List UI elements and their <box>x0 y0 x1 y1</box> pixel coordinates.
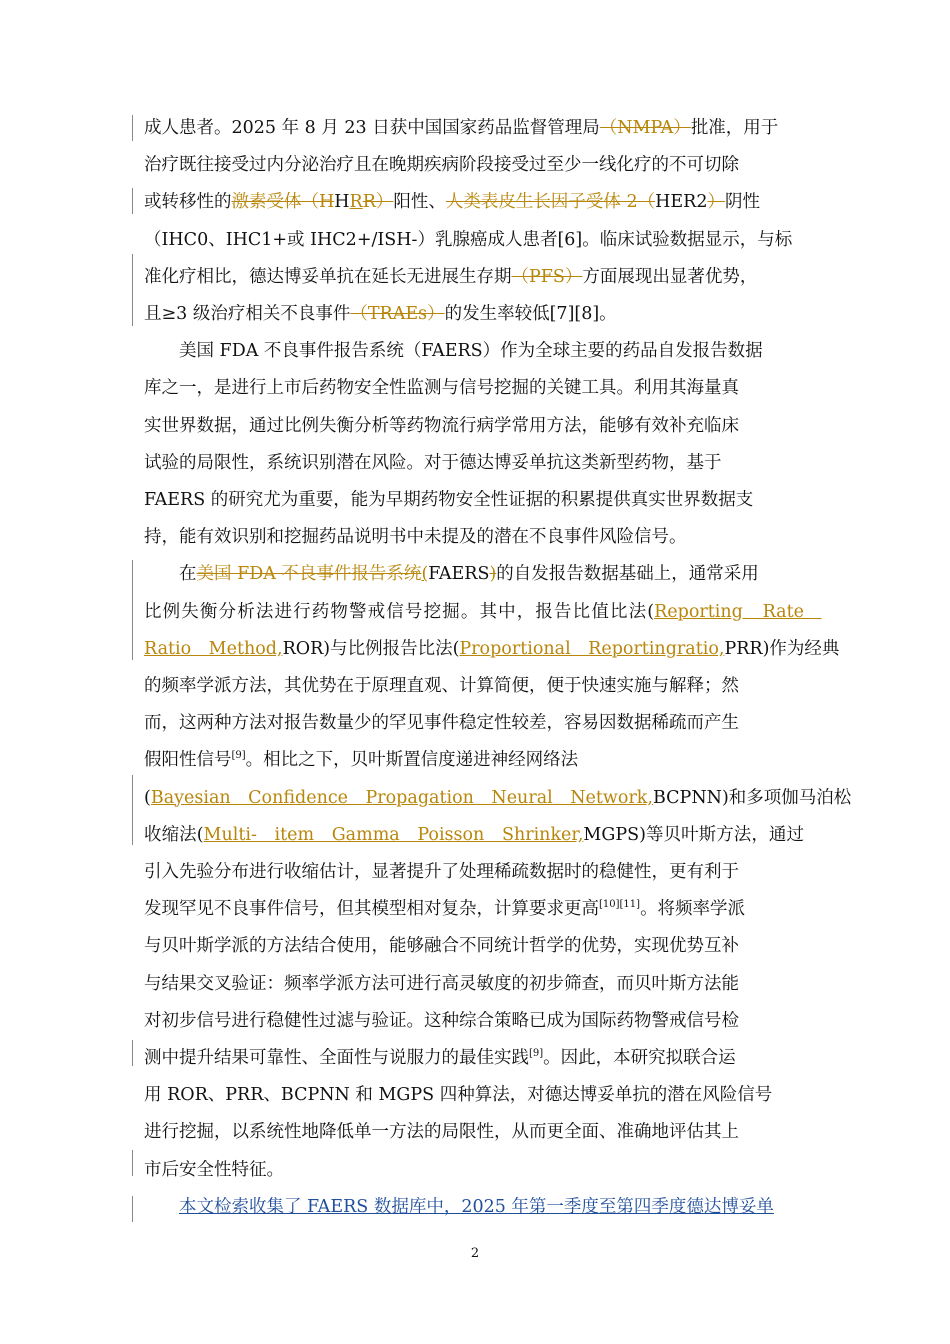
text-run: 美国 FDA 不良事件报告系统（FAERS）作为全球主要的药品自发报告数据 <box>144 341 763 362</box>
text-run: 比例失衡分析法进行药物警戒信号挖掘。其中，报告比值比法( <box>144 601 655 622</box>
text-run: 在 <box>144 564 197 585</box>
text-line <box>144 1077 804 1114</box>
text-line <box>144 110 804 147</box>
text-run: 准化疗相比，德达博妥单抗在延长无进展生存期 <box>144 266 512 287</box>
text-line <box>144 668 804 705</box>
change-bar <box>132 775 133 845</box>
text-run: 而，这两种方法对报告数量少的罕见事件稳定性较差，容易因数据稀疏而产生 <box>144 713 739 734</box>
deleted-text: 激素受体（H <box>231 192 335 213</box>
text-line <box>144 742 804 779</box>
text-run: 。将频率学派 <box>640 899 746 920</box>
citation: [10][11] <box>599 899 641 911</box>
text-line <box>144 854 804 891</box>
deleted-text: R） <box>362 192 394 213</box>
text-run: 批准，用于 <box>690 118 779 138</box>
text-run: 测中提升结果可靠性、全面性与说服力的最佳实践 <box>144 1048 529 1068</box>
text-line <box>144 296 804 333</box>
text-run: 对初步信号进行稳健性过滤与验证。这种综合策略已成为国际药物警戒信号检 <box>144 1010 739 1031</box>
text-run: H <box>334 192 350 213</box>
inserted-text: Bayesian Confidence Propagation Neural Network, <box>150 787 653 808</box>
text-run: 或转移性的 <box>144 192 232 213</box>
text-run: 。相比之下，贝叶斯置信度递进神经网络法 <box>245 750 579 771</box>
inserted-text: Reporting Rate <box>654 601 822 622</box>
text-run: 方面展现出显著优势， <box>582 266 758 287</box>
text-line <box>144 928 804 965</box>
text-run: 发现罕见不良事件信号，但其模型相对复杂，计算要求更高 <box>144 899 599 920</box>
deleted-text: 人类表皮生长因子受体 2（ <box>445 192 656 213</box>
text-run: FAERS <box>428 564 490 585</box>
text-line <box>144 631 840 668</box>
text-run: MGPS)等贝叶斯方法，通过 <box>583 824 804 845</box>
text-run: 的频率学派方法，其优势在于原理直观、计算简便，便于快速实施与解释；然 <box>144 676 739 696</box>
change-bar <box>132 1040 133 1066</box>
text-run: ROR)与比例报告比法( <box>282 638 460 659</box>
deleted-text: ） <box>707 192 725 213</box>
text-run: PRR)作为经典 <box>724 638 840 659</box>
text-run: 的发生率较低[7][8]。 <box>444 304 617 324</box>
text-run: 。因此，本研究拟联合运 <box>543 1048 736 1068</box>
text-line <box>144 1152 804 1189</box>
text-run: 本文检索收集了 FAERS 数据库中，2025 年第一季度至第四季度德达博妥单 <box>179 1196 774 1217</box>
deleted-text: （PFS） <box>511 266 583 287</box>
text-run: 成人患者。2025 年 8 月 23 日获中国国家药品监督管理局 <box>144 118 600 138</box>
text-line <box>144 817 804 854</box>
text-run: 进行挖掘，以系统性地降低单一方法的局限性，从而更全面、准确地评估其上 <box>144 1122 739 1143</box>
text-run: FAERS 的研究尤为重要，能为早期药物安全性证据的积累提供真实世界数据支 <box>144 490 754 510</box>
text-line <box>144 1189 804 1226</box>
text-run: 与结果交叉验证：频率学派方法可进行高灵敏度的初步筛查，而贝叶斯方法能 <box>144 973 739 994</box>
text-line <box>144 780 852 817</box>
change-bar <box>132 254 133 326</box>
text-line <box>144 1040 804 1077</box>
text-line <box>144 1114 804 1151</box>
text-run: 引入先验分布进行收缩估计，显著提升了处理稀疏数据时的稳健性，更有利于 <box>144 862 739 882</box>
text-run: 市后安全性特征。 <box>144 1159 284 1180</box>
deleted-text: （NMPA） <box>599 118 691 138</box>
text-run: BCPNN)和多项伽马泊松 <box>652 787 852 808</box>
text-run: 与贝叶斯学派的方法结合使用，能够融合不同统计哲学的优势，实现优势互补 <box>144 936 739 957</box>
text-run: 试验的局限性，系统识别潜在风险。对于德达博妥单抗这类新型药物，基于 <box>144 452 722 473</box>
inserted-text: R <box>349 192 363 213</box>
citation: [9] <box>231 750 246 762</box>
inserted-text: Ratio Method, <box>144 638 283 659</box>
text-line <box>144 445 804 482</box>
text-run <box>144 1197 179 1217</box>
text-run: 收缩法( <box>144 824 204 845</box>
change-bar <box>132 560 133 660</box>
text-run: ( <box>144 787 151 808</box>
inserted-text: ( <box>421 564 429 585</box>
deleted-text: 美国 FDA 不良事件报告系统 <box>196 564 422 585</box>
text-run: 用 ROR、PRR、BCPNN 和 MGPS 四种算法，对德达博妥单抗的潜在风险信号 <box>144 1085 773 1106</box>
text-line <box>144 594 822 631</box>
deleted-text: ) <box>489 564 497 585</box>
text-run: HER2 <box>655 192 708 213</box>
text-run: 实世界数据，通过比例失衡分析等药物流行病学常用方法，能够有效补充临床 <box>144 415 739 436</box>
text-run: 且≥3 级治疗相关不良事件 <box>144 304 351 324</box>
text-run: 假阳性信号 <box>144 750 232 771</box>
text-line <box>144 966 804 1003</box>
citation: [9] <box>529 1048 544 1060</box>
inserted-text: Proportional Reportingratio, <box>459 638 725 659</box>
text-run: 治疗既往接受过内分泌治疗且在晚期疾病阶段接受过至少一线化疗的不可切除 <box>144 155 739 176</box>
text-line <box>144 370 804 407</box>
text-run: 持，能有效识别和挖掘药品说明书中未提及的潜在不良事件风险信号。 <box>144 527 687 548</box>
text-line <box>144 705 804 742</box>
text-line <box>144 184 804 221</box>
text-line <box>144 556 804 593</box>
text-line <box>144 1003 804 1040</box>
text-line <box>144 519 804 556</box>
text-line <box>144 891 804 928</box>
text-run: （IHC0、IHC1+或 IHC2+/ISH-）乳腺癌成人患者[6]。临床试验数据显示，与标 <box>144 229 793 250</box>
text-line <box>144 259 804 296</box>
text-line <box>144 482 804 519</box>
text-line <box>144 333 804 370</box>
text-line <box>144 222 804 259</box>
text-run: 阳性、 <box>393 192 446 213</box>
text-run: 的自发报告数据基础上，通常采用 <box>496 564 759 585</box>
text-line <box>144 408 804 445</box>
change-bar <box>132 188 133 214</box>
text-line <box>144 147 804 184</box>
change-bar <box>132 1150 133 1176</box>
page-number: 2 <box>470 1246 480 1261</box>
text-run: 阴性 <box>724 192 760 213</box>
deleted-text: （TRAEs） <box>350 304 445 324</box>
change-bar <box>132 1196 133 1222</box>
change-bar <box>132 115 133 141</box>
text-run: 库之一，是进行上市后药物安全性监测与信号挖掘的关键工具。利用其海量真 <box>144 378 739 399</box>
inserted-text: Multi- item Gamma Poisson Shrinker, <box>203 824 584 845</box>
